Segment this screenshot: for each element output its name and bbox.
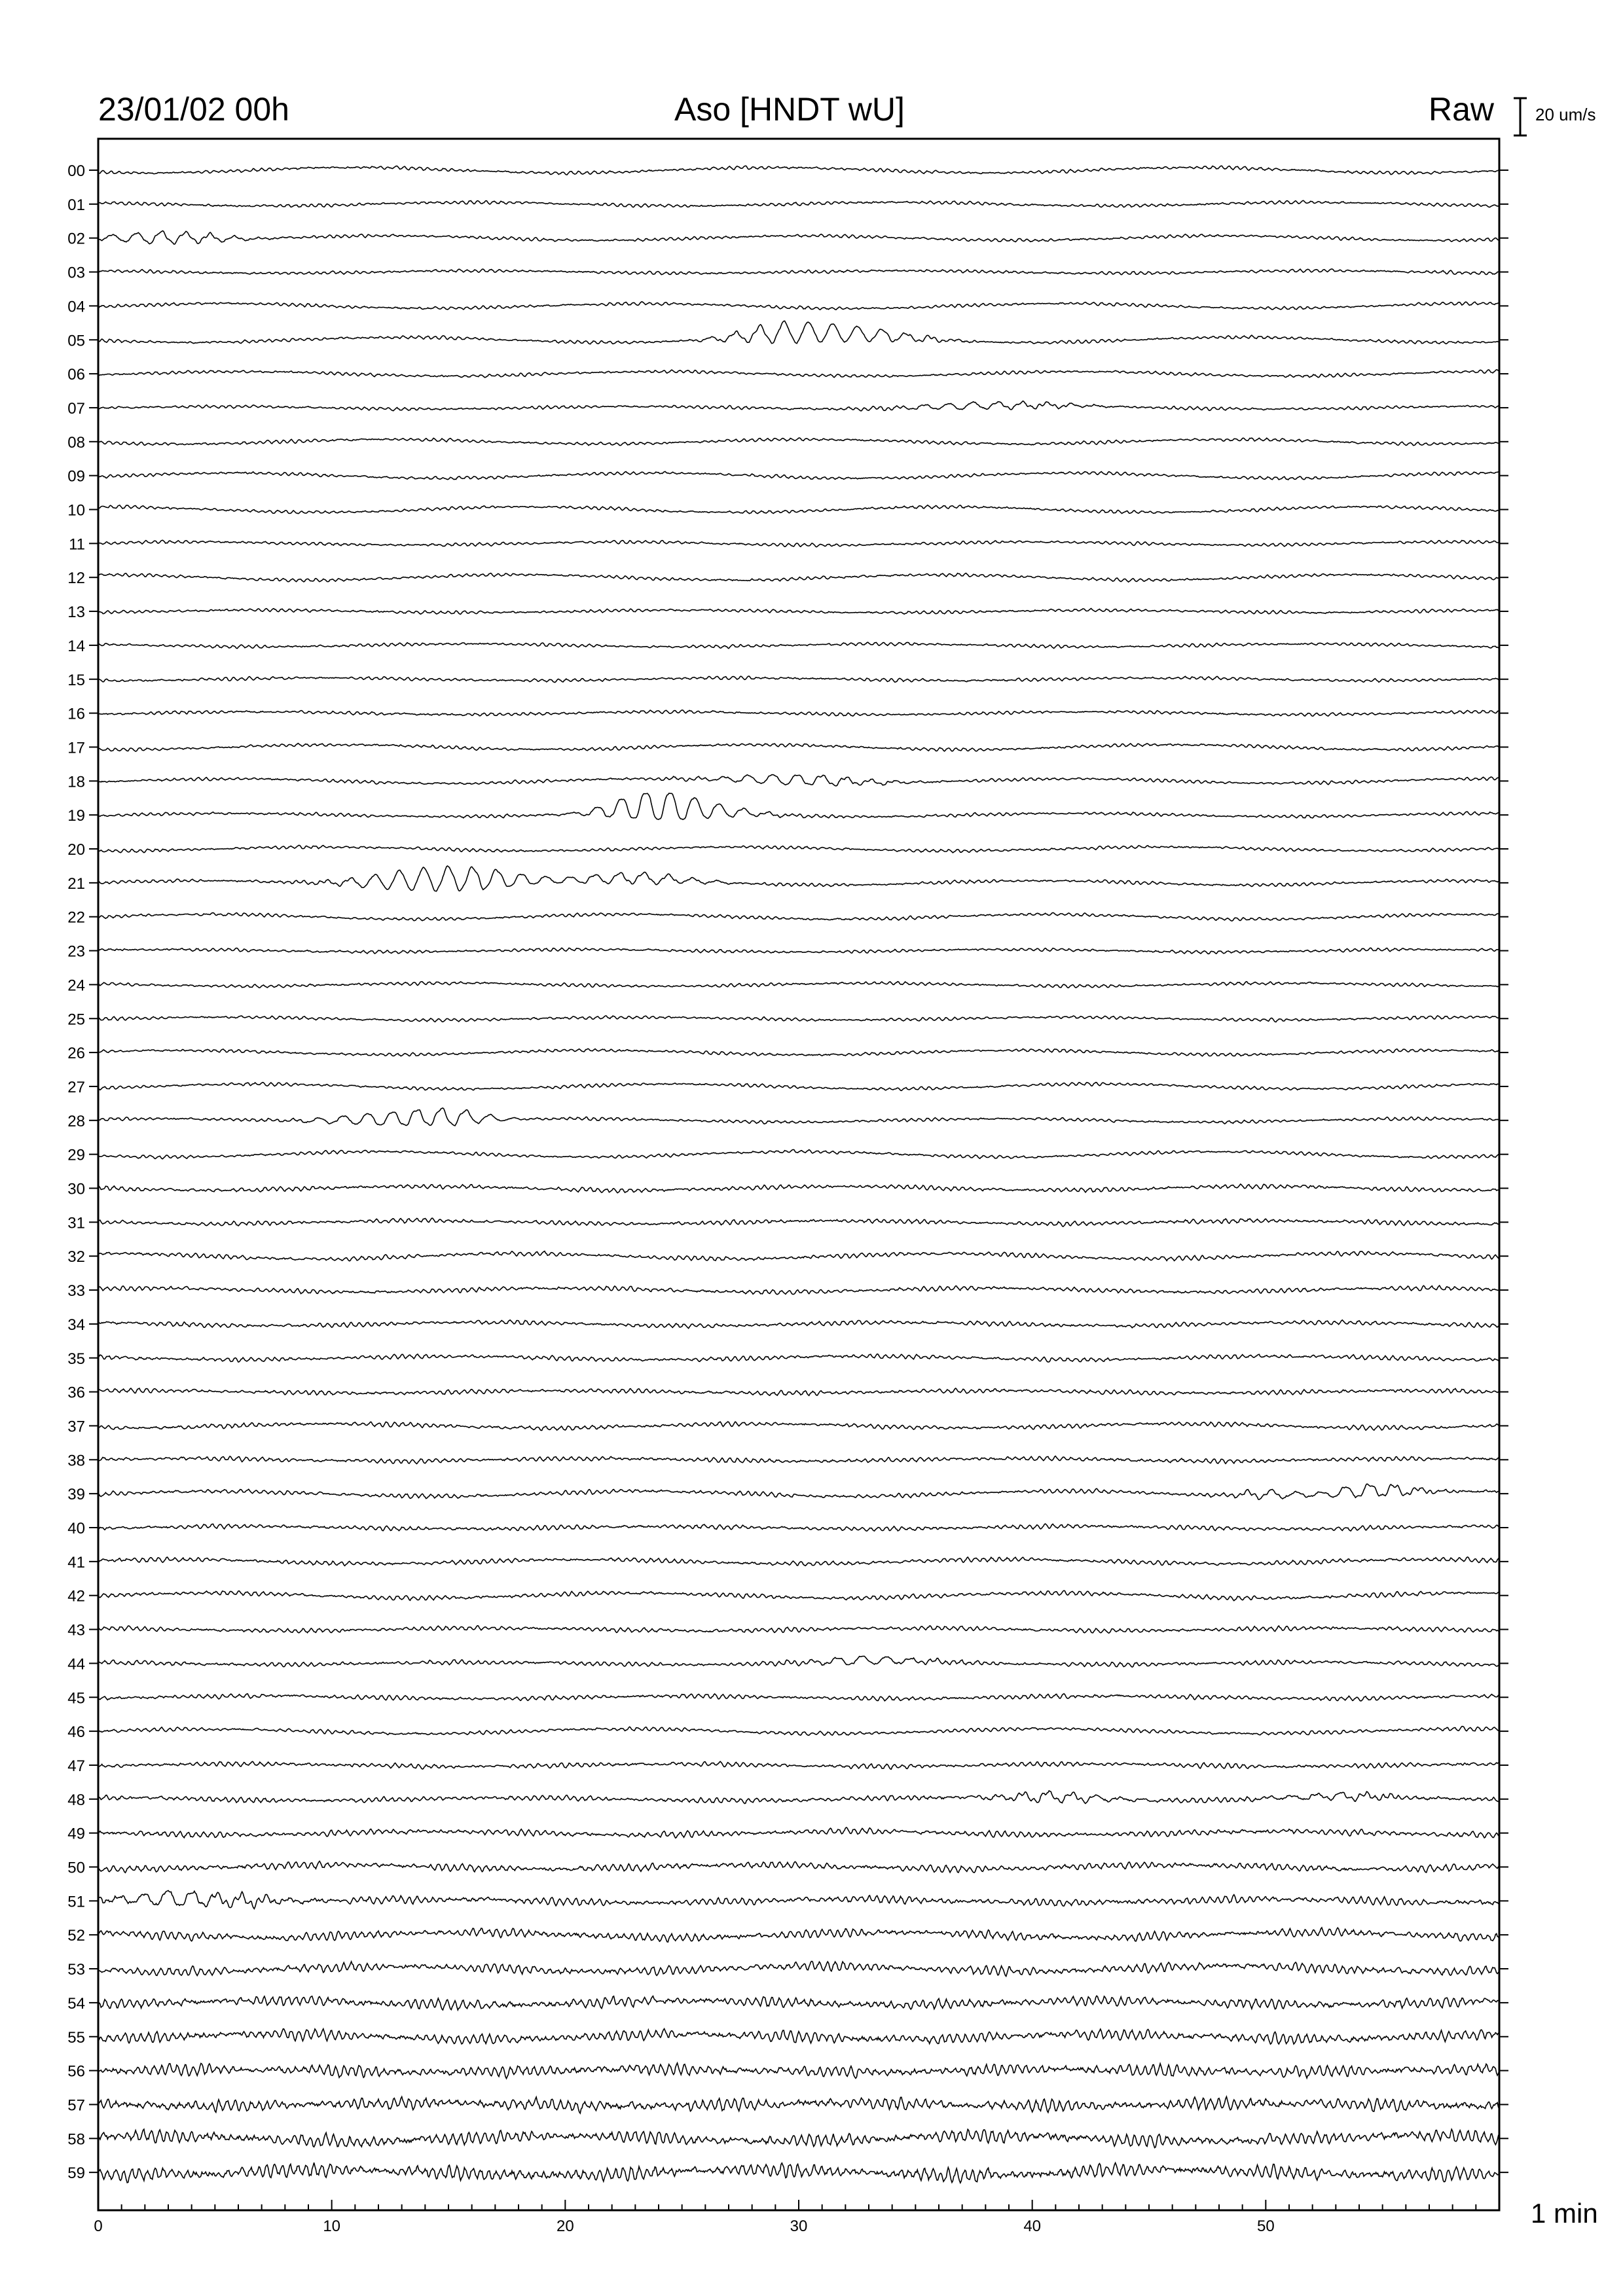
x-tick-label-40: 40 [1023, 2217, 1042, 2235]
row-label-27: 27 [67, 1078, 85, 1096]
trace-row-54 [98, 1996, 1499, 2010]
trace-row-53 [98, 1962, 1499, 1977]
row-label-50: 50 [67, 1859, 85, 1877]
row-label-35: 35 [67, 1350, 85, 1368]
trace-row-23 [98, 948, 1499, 954]
row-label-58: 58 [67, 2130, 85, 2149]
row-label-55: 55 [67, 2028, 85, 2047]
trace-row-35 [98, 1354, 1499, 1362]
trace-row-19 [98, 793, 1499, 819]
trace-row-49 [98, 1827, 1499, 1838]
trace-row-27 [98, 1083, 1499, 1091]
row-label-03: 03 [67, 264, 85, 282]
row-label-36: 36 [67, 1384, 85, 1402]
trace-row-12 [98, 573, 1499, 583]
trace-row-36 [98, 1388, 1499, 1395]
row-label-21: 21 [67, 874, 85, 893]
trace-row-38 [98, 1456, 1499, 1464]
trace-row-43 [98, 1626, 1499, 1633]
trace-row-37 [98, 1422, 1499, 1430]
row-label-10: 10 [67, 501, 85, 520]
trace-row-30 [98, 1184, 1499, 1193]
row-label-04: 04 [67, 298, 85, 316]
trace-row-05 [98, 321, 1499, 344]
mode-label: Raw [1429, 91, 1495, 128]
trace-row-10 [98, 505, 1499, 514]
row-label-49: 49 [67, 1825, 85, 1843]
trace-row-00 [98, 166, 1499, 175]
row-label-45: 45 [67, 1689, 85, 1708]
x-tick-label-30: 30 [790, 2217, 808, 2235]
row-label-17: 17 [67, 739, 85, 757]
row-label-20: 20 [67, 841, 85, 859]
trace-row-52 [98, 1928, 1499, 1942]
trace-row-33 [98, 1285, 1499, 1295]
row-label-13: 13 [67, 603, 85, 622]
x-axis-unit-label: 1 min [1531, 2198, 1598, 2229]
row-label-59: 59 [67, 2164, 85, 2183]
row-label-42: 42 [67, 1587, 85, 1605]
trace-row-59 [98, 2162, 1499, 2183]
row-label-46: 46 [67, 1723, 85, 1742]
trace-row-11 [98, 540, 1499, 547]
row-label-16: 16 [67, 705, 85, 723]
row-label-52: 52 [67, 1927, 85, 1945]
row-label-18: 18 [67, 773, 85, 791]
trace-row-17 [98, 744, 1499, 751]
trace-row-20 [98, 845, 1499, 852]
amplitude-scale-label: 20 um/s [1535, 105, 1596, 124]
trace-row-25 [98, 1016, 1499, 1022]
row-label-51: 51 [67, 1893, 85, 1911]
x-tick-label-50: 50 [1256, 2217, 1275, 2235]
row-label-40: 40 [67, 1520, 85, 1537]
x-tick-label-10: 10 [323, 2217, 341, 2235]
row-label-23: 23 [67, 942, 85, 961]
row-label-54: 54 [67, 1994, 85, 2013]
trace-row-47 [98, 1761, 1499, 1769]
trace-row-02 [98, 231, 1499, 244]
trace-row-46 [98, 1727, 1499, 1736]
trace-row-21 [98, 866, 1499, 891]
trace-row-34 [98, 1320, 1499, 1329]
trace-row-15 [98, 676, 1499, 682]
row-label-33: 33 [67, 1282, 85, 1300]
trace-row-44 [98, 1656, 1499, 1667]
x-tick-label-20: 20 [556, 2217, 574, 2235]
trace-row-07 [98, 401, 1499, 411]
row-label-47: 47 [67, 1757, 85, 1775]
row-label-29: 29 [67, 1146, 85, 1164]
row-label-48: 48 [67, 1791, 85, 1809]
row-label-28: 28 [67, 1112, 85, 1130]
row-label-05: 05 [67, 332, 85, 350]
row-label-32: 32 [67, 1248, 85, 1266]
trace-row-48 [98, 1791, 1499, 1804]
trace-row-57 [98, 2096, 1499, 2113]
row-label-41: 41 [67, 1553, 85, 1571]
trace-row-45 [98, 1694, 1499, 1701]
row-label-57: 57 [67, 2096, 85, 2115]
row-label-25: 25 [67, 1011, 85, 1029]
row-label-31: 31 [67, 1214, 85, 1232]
trace-row-58 [98, 2129, 1499, 2147]
row-label-24: 24 [67, 977, 85, 995]
trace-row-40 [98, 1524, 1499, 1531]
row-label-07: 07 [67, 399, 85, 418]
row-label-34: 34 [67, 1316, 85, 1334]
trace-row-32 [98, 1251, 1499, 1261]
row-label-09: 09 [67, 467, 85, 486]
trace-row-28 [98, 1108, 1499, 1126]
row-label-38: 38 [67, 1452, 85, 1470]
row-label-30: 30 [67, 1180, 85, 1198]
trace-row-03 [98, 269, 1499, 275]
trace-row-06 [98, 370, 1499, 378]
row-label-43: 43 [67, 1621, 85, 1640]
row-label-15: 15 [67, 671, 85, 689]
trace-row-13 [98, 609, 1499, 615]
row-label-26: 26 [67, 1045, 85, 1063]
trace-row-50 [98, 1861, 1499, 1873]
trace-row-16 [98, 710, 1499, 716]
row-label-39: 39 [67, 1486, 85, 1504]
row-label-08: 08 [67, 433, 85, 452]
trace-row-04 [98, 302, 1499, 310]
row-label-53: 53 [67, 1961, 85, 1979]
trace-row-51 [98, 1891, 1499, 1909]
trace-row-24 [98, 982, 1499, 988]
trace-row-26 [98, 1049, 1499, 1056]
row-label-19: 19 [67, 807, 85, 825]
chart-title: Aso [HNDT wU] [674, 91, 905, 128]
trace-row-01 [98, 200, 1499, 207]
trace-row-18 [98, 775, 1499, 786]
trace-row-41 [98, 1557, 1499, 1566]
x-tick-label-0: 0 [94, 2217, 103, 2235]
trace-row-42 [98, 1590, 1499, 1600]
row-label-12: 12 [67, 569, 85, 588]
trace-row-08 [98, 438, 1499, 446]
trace-row-31 [98, 1218, 1499, 1227]
trace-row-14 [98, 642, 1499, 648]
row-label-44: 44 [67, 1655, 85, 1674]
trace-row-56 [98, 2063, 1499, 2079]
row-label-56: 56 [67, 2062, 85, 2081]
trace-row-09 [98, 471, 1499, 480]
trace-row-39 [98, 1484, 1499, 1499]
trace-row-29 [98, 1149, 1499, 1158]
row-label-01: 01 [67, 196, 85, 214]
row-label-00: 00 [67, 162, 85, 180]
row-label-14: 14 [67, 637, 85, 655]
row-label-22: 22 [67, 908, 85, 927]
row-label-11: 11 [69, 535, 85, 554]
date-label: 23/01/02 00h [98, 91, 289, 128]
row-label-37: 37 [67, 1418, 85, 1436]
trace-row-22 [98, 913, 1499, 922]
row-label-02: 02 [67, 230, 85, 248]
row-label-06: 06 [67, 366, 85, 384]
trace-row-55 [98, 2029, 1499, 2045]
